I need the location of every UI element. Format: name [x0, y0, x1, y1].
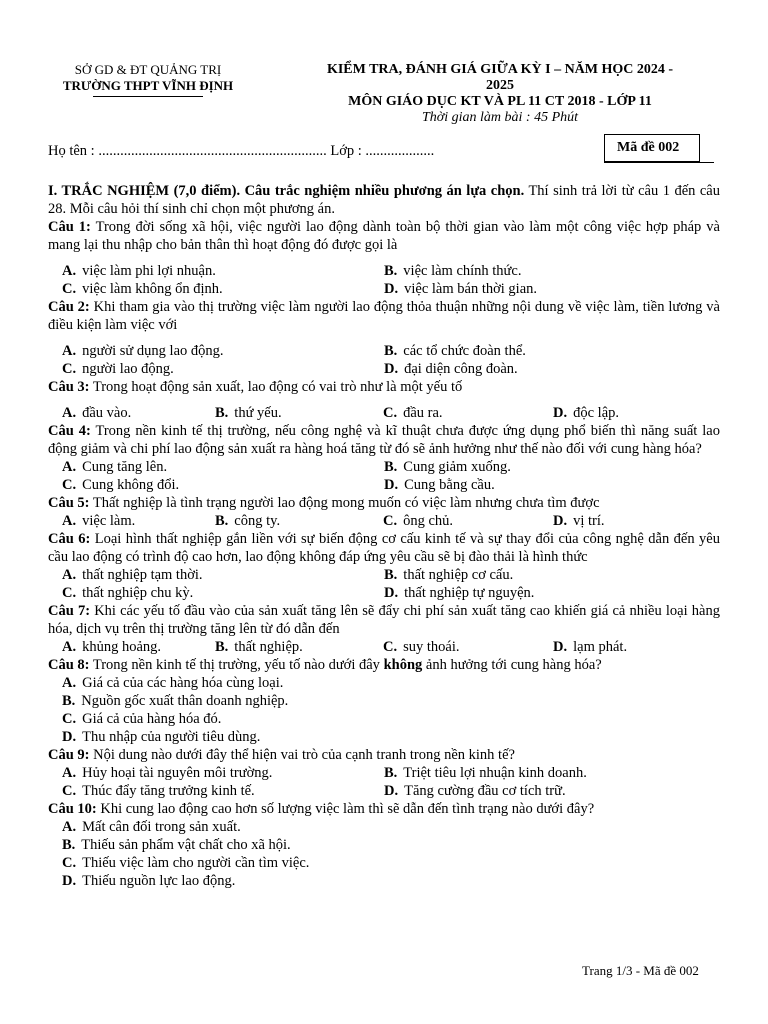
option-letter: B.: [215, 513, 229, 529]
question-label: Câu 3:: [48, 379, 90, 395]
option-letter: B.: [215, 405, 229, 421]
option-letter: D.: [384, 361, 399, 377]
options-5: [48, 512, 720, 530]
question-label: Câu 7:: [48, 603, 91, 619]
option-c[interactable]: [48, 280, 370, 298]
question-label: Câu 8:: [48, 657, 90, 673]
option-text: vị trí.: [573, 513, 605, 529]
option-d[interactable]: [48, 872, 720, 890]
option-letter: D.: [384, 281, 399, 297]
option-d[interactable]: [539, 512, 720, 530]
option-letter: D.: [62, 873, 77, 889]
option-a[interactable]: [48, 764, 370, 782]
question-6: [48, 530, 720, 566]
option-text: Mất cân đối trong sản xuất.: [82, 819, 241, 835]
option-letter: A.: [62, 343, 77, 359]
option-text: Giá cả của hàng hóa đó.: [82, 711, 222, 727]
option-text: thất nghiệp cơ cấu.: [403, 567, 514, 583]
question-text: Thất nghiệp là tình trạng người lao động mong muốn có việc làm nhưng chưa tìm được: [92, 495, 600, 511]
option-letter: C.: [62, 855, 77, 871]
option-letter: A.: [62, 639, 77, 655]
option-letter: D.: [62, 729, 77, 745]
question-8: [48, 656, 720, 674]
option-c[interactable]: [48, 476, 370, 494]
option-a[interactable]: [48, 566, 370, 584]
option-text: thất nghiệp tạm thời.: [82, 567, 203, 583]
option-text: Thu nhập của người tiêu dùng.: [82, 729, 261, 745]
option-d[interactable]: [370, 584, 720, 602]
option-text: Hủy hoại tài nguyên môi trường.: [82, 765, 273, 781]
option-d[interactable]: [48, 728, 720, 746]
option-text: người lao động.: [82, 361, 174, 377]
option-letter: D.: [384, 783, 399, 799]
option-text: việc làm không ổn định.: [82, 281, 223, 297]
question-text: Trong hoạt động sản xuất, lao động có vai trò như là một yếu tố: [92, 379, 463, 395]
question-5: [48, 494, 720, 512]
options-7: [48, 638, 720, 656]
option-text: đại diện công đoàn.: [404, 361, 518, 377]
options-6: [48, 566, 720, 602]
option-text: việc làm.: [82, 513, 136, 529]
option-b[interactable]: [370, 566, 720, 584]
option-b[interactable]: [370, 342, 720, 360]
option-text: người sử dụng lao động.: [82, 343, 224, 359]
option-a[interactable]: [48, 674, 720, 692]
exam-subject: MÔN GIÁO DỤC KT VÀ PL 11 CT 2018 - LỚP 11: [348, 94, 652, 109]
options-2: [48, 342, 720, 378]
student-info-line: Họ tên : ............................................................... Lớp : ...................: [48, 143, 435, 159]
option-b[interactable]: [201, 512, 369, 530]
option-text: Thiếu sản phẩm vật chất cho xã hội.: [81, 837, 291, 853]
question-10: [48, 800, 720, 818]
question-text: Nội dung nào dưới đây thể hiện vai trò của cạnh tranh trong nền kinh tế?: [93, 747, 515, 763]
option-letter: A.: [62, 263, 77, 279]
option-letter: B.: [215, 639, 229, 655]
question-label: Câu 9:: [48, 747, 90, 763]
option-c[interactable]: [48, 584, 370, 602]
option-d[interactable]: [370, 476, 720, 494]
option-d[interactable]: [370, 280, 720, 298]
option-c[interactable]: [369, 638, 539, 656]
option-text: ông chủ.: [403, 513, 454, 529]
option-letter: B.: [62, 693, 76, 709]
option-text: đầu ra.: [403, 405, 443, 421]
exam-content: [48, 182, 720, 890]
option-letter: A.: [62, 513, 77, 529]
option-letter: C.: [383, 513, 398, 529]
option-text: đầu vào.: [82, 405, 132, 421]
question-2: [48, 298, 720, 334]
option-c[interactable]: [48, 854, 720, 872]
question-label: Câu 5:: [48, 495, 90, 511]
option-d[interactable]: [370, 782, 720, 800]
option-text: độc lập.: [573, 405, 620, 421]
question-3: [48, 378, 720, 396]
question-label: Câu 1:: [48, 219, 91, 235]
options-3: [48, 404, 720, 422]
question-text: Khi cung lao động cao hơn số lượng việc làm thì sẽ dẫn đến tình trạng nào dưới đây?: [100, 801, 595, 817]
section-title: I. TRẮC NGHIỆM (7,0 điểm). Câu trắc nghiệm nhiều phương án lựa chọn.: [48, 183, 525, 199]
option-text: thất nghiệp.: [234, 639, 303, 655]
option-letter: C.: [62, 361, 77, 377]
option-text: Cung bằng cầu.: [404, 477, 495, 493]
options-8: [48, 674, 720, 746]
option-letter: A.: [62, 675, 77, 691]
option-text: công ty.: [234, 513, 281, 529]
option-letter: C.: [62, 585, 77, 601]
option-text: việc làm chính thức.: [403, 263, 522, 279]
option-c[interactable]: [48, 360, 370, 378]
option-letter: A.: [62, 567, 77, 583]
option-letter: B.: [384, 343, 398, 359]
question-label: Câu 4:: [48, 423, 91, 439]
question-text: Khi tham gia vào thị trường việc làm người lao động thỏa thuận những nội dung về việc làm, tiền lương và điều kiện làm việc với: [48, 299, 720, 333]
option-letter: D.: [553, 639, 568, 655]
option-letter: B.: [384, 567, 398, 583]
option-text: thứ yếu.: [234, 405, 282, 421]
exam-time: Thời gian làm bài : 45 Phút: [421, 110, 579, 125]
option-letter: A.: [62, 765, 77, 781]
option-text: Tăng cường đầu cơ tích trữ.: [404, 783, 566, 799]
question-emphasis: không: [383, 657, 423, 673]
option-letter: A.: [62, 459, 77, 475]
school-name: TRƯỜNG THPT VĨNH ĐỊNH: [62, 78, 234, 93]
option-text: Cung giảm xuống.: [403, 459, 511, 475]
option-letter: D.: [384, 477, 399, 493]
option-text: Thiếu nguồn lực lao động.: [82, 873, 236, 889]
option-text: Triệt tiêu lợi nhuận kinh doanh.: [403, 765, 587, 781]
option-a[interactable]: [48, 404, 201, 422]
option-letter: B.: [62, 837, 76, 853]
options-4: [48, 458, 720, 494]
option-text: các tổ chức đoàn thể.: [403, 343, 526, 359]
question-text: Trong nền kinh tế thị trường, yếu tố nào dưới đây: [92, 657, 384, 673]
option-text: Thiếu việc làm cho người cần tìm việc.: [82, 855, 310, 871]
option-letter: C.: [383, 405, 398, 421]
question-1: [48, 218, 720, 254]
option-b[interactable]: [48, 692, 720, 710]
page-footer: Trang 1/3 - Mã đề 002: [582, 963, 699, 978]
option-c[interactable]: [369, 404, 539, 422]
option-b[interactable]: [370, 764, 720, 782]
option-b[interactable]: [48, 836, 720, 854]
school-header: [48, 62, 248, 97]
option-text: Cung tăng lên.: [82, 459, 168, 475]
option-letter: B.: [384, 263, 398, 279]
question-label: Câu 2:: [48, 299, 90, 315]
option-a[interactable]: [48, 512, 201, 530]
option-letter: D.: [384, 585, 399, 601]
section-intro: [48, 182, 720, 218]
option-text: thất nghiệp tự nguyện.: [404, 585, 535, 601]
option-text: Nguồn gốc xuất thân doanh nghiệp.: [81, 693, 289, 709]
option-letter: D.: [553, 405, 568, 421]
question-text-end: ảnh hưởng tới cung hàng hóa?: [422, 657, 602, 673]
exam-title-line-1: KIỂM TRA, ĐÁNH GIÁ GIỮA KỲ I – NĂM HỌC 2024 -: [326, 62, 674, 77]
option-b[interactable]: [370, 458, 720, 476]
option-d[interactable]: [539, 404, 720, 422]
option-c[interactable]: [48, 710, 720, 728]
option-text: suy thoái.: [403, 639, 460, 655]
option-d[interactable]: [539, 638, 720, 656]
exam-code-box: Mã đề 002: [604, 134, 700, 162]
option-text: lạm phát.: [573, 639, 628, 655]
option-a[interactable]: [48, 458, 370, 476]
option-text: Thúc đẩy tăng trưởng kinh tế.: [82, 783, 255, 799]
option-letter: C.: [383, 639, 398, 655]
option-letter: B.: [384, 765, 398, 781]
option-a[interactable]: [48, 262, 370, 280]
question-label: Câu 10:: [48, 801, 97, 817]
option-text: việc làm bán thời gian.: [404, 281, 538, 297]
option-text: Giá cả của các hàng hóa cùng loại.: [82, 675, 284, 691]
option-a[interactable]: [48, 342, 370, 360]
option-b[interactable]: [370, 262, 720, 280]
question-text: Loại hình thất nghiệp gắn liền với sự biến động cơ cấu kinh tế và sự thay đổi của công nghệ dẫn đến yêu cầu lao động có trình độ cao hơn, lao động không đáp ứng yêu cầu sẽ bị đào thải là hình thức: [48, 531, 720, 565]
option-c[interactable]: [48, 782, 370, 800]
exam-code-rule: [604, 162, 714, 163]
exam-title-line-2: 2025: [486, 78, 514, 93]
exam-header: [300, 62, 700, 126]
option-text: Cung không đổi.: [82, 477, 180, 493]
option-letter: C.: [62, 281, 77, 297]
question-text: Trong nền kinh tế thị trường, nếu công nghệ và kĩ thuật chưa được ứng dụng phổ biến thì năng suất lao động giảm và chi phí lao động sản xuất ra hàng hoá tăng từ đó sẽ ảnh hưởng như thế nào đối với cung hàng hóa?: [48, 423, 720, 457]
options-1: [48, 262, 720, 298]
option-letter: C.: [62, 477, 77, 493]
question-9: [48, 746, 720, 764]
option-letter: C.: [62, 783, 77, 799]
options-9: [48, 764, 720, 800]
option-d[interactable]: [370, 360, 720, 378]
department-name: SỞ GD & ĐT QUẢNG TRỊ: [74, 62, 222, 77]
option-text: khủng hoảng.: [82, 639, 162, 655]
option-c[interactable]: [369, 512, 539, 530]
option-text: việc làm phi lợi nhuận.: [82, 263, 216, 279]
header-underline: [93, 96, 203, 97]
option-a[interactable]: [48, 818, 720, 836]
option-letter: C.: [62, 711, 77, 727]
question-text: Khi các yếu tố đầu vào của sản xuất tăng lên sẽ đẩy chi phí sản xuất tăng cao khiến giá cả nhiều loại hàng hóa, dịch vụ trên thị trường tăng lên từ đó dẫn đến: [48, 603, 720, 637]
options-10: [48, 818, 720, 890]
option-letter: D.: [553, 513, 568, 529]
option-text: thất nghiệp chu kỳ.: [82, 585, 194, 601]
question-label: Câu 6:: [48, 531, 91, 547]
section-instruction: Thí sinh trả lời từ câu 1 đến câu 28. Mỗi câu hỏi thí sinh chỉ chọn một phương án.: [48, 183, 720, 217]
option-letter: A.: [62, 819, 77, 835]
option-letter: B.: [384, 459, 398, 475]
question-7: [48, 602, 720, 638]
option-a[interactable]: [48, 638, 201, 656]
question-4: [48, 422, 720, 458]
option-b[interactable]: [201, 638, 369, 656]
question-text: Trong đời sống xã hội, việc người lao động dành toàn bộ thời gian vào làm một công việc hợp pháp và mang lại thu nhập cho bản thân thì hoạt động đó được gọi là: [48, 219, 720, 253]
option-b[interactable]: [201, 404, 369, 422]
option-letter: A.: [62, 405, 77, 421]
